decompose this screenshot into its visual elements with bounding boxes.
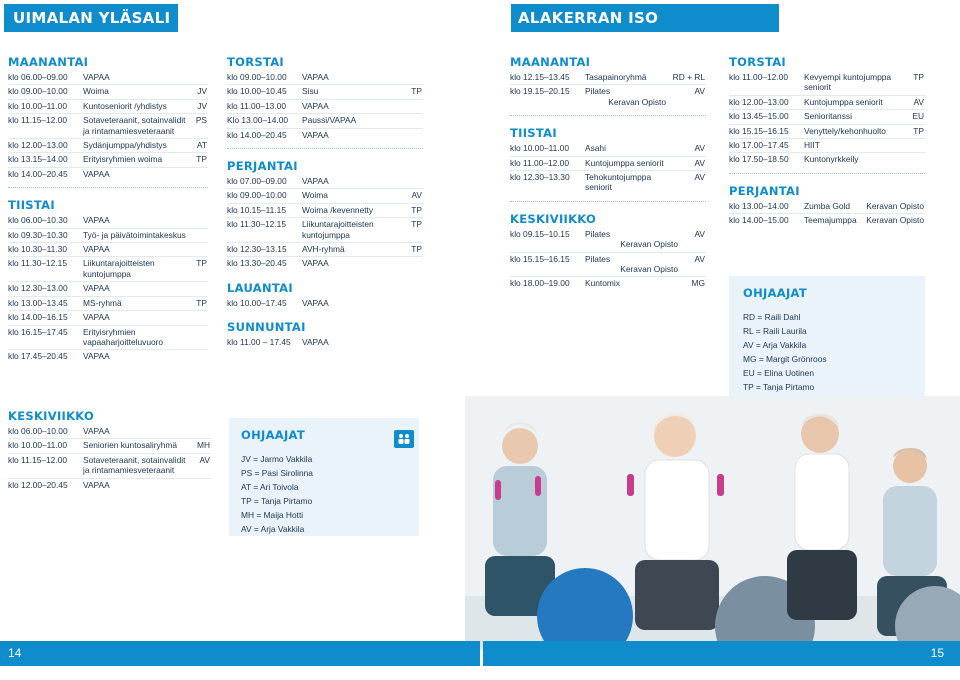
- instructor-entry: AV = Arja Vakkila: [241, 524, 305, 534]
- activity-cell: Kuntonyrkkeily: [804, 154, 859, 165]
- col4: [729, 55, 925, 228]
- time-cell: klo 11.15–12.00: [8, 115, 67, 126]
- schedule-row: [227, 114, 423, 128]
- day-saturday-upper: [227, 281, 423, 310]
- instructor-entry: TP = Tanja Pirtamo: [241, 496, 313, 506]
- schedule-row: [227, 297, 423, 310]
- instructor-code: [189, 426, 211, 436]
- activity-cell: VAPAA: [83, 312, 110, 323]
- schedule-row: [8, 439, 211, 453]
- activity-cell: VAPAA: [302, 258, 329, 269]
- time-cell: klo 11.30–12.15: [227, 219, 286, 230]
- activity-cell: HIIT: [804, 140, 820, 151]
- day-heading: SUNNUNTAI: [227, 320, 306, 335]
- time-cell: klo 13.00–13.45: [8, 297, 68, 308]
- instructor-entry: PS = Pasi Sirolinna: [241, 468, 313, 478]
- right-instructors-box: [729, 276, 925, 396]
- time-cell: klo 07.00–09.00: [227, 176, 287, 187]
- activity-cell: Kevyempi kuntojumppa seniorit: [804, 72, 892, 93]
- instructor-code: [401, 176, 423, 186]
- schedule-row: [227, 204, 423, 218]
- instructor-code: TP: [196, 154, 207, 165]
- time-cell: klo 13.15–14.00: [8, 154, 68, 165]
- instructor-code: AV: [913, 96, 924, 107]
- instructor-code: [188, 169, 208, 179]
- time-cell: klo 10.00–11.00: [8, 440, 67, 451]
- instructor-code: TP: [196, 297, 207, 308]
- schedule-row: [510, 157, 706, 171]
- day-heading: LAUANTAI: [227, 280, 293, 295]
- schedule-row: [8, 326, 208, 351]
- activity-cell: VAPAA: [302, 72, 329, 82]
- activity-cell: Tehokuntojumppa seniorit: [585, 172, 652, 193]
- day-heading: TIISTAI: [8, 198, 55, 213]
- instructor-entry: EU = Elina Uotinen: [743, 368, 814, 378]
- schedule-row: [8, 139, 208, 153]
- instructor-code: [401, 115, 423, 125]
- instructor-code: [401, 72, 423, 82]
- instructor-code: PS: [195, 115, 207, 126]
- instructor-entry: RD = Raili Dahl: [743, 312, 801, 322]
- day-heading: KESKIVIIKKO: [8, 409, 95, 423]
- schedule-row: [729, 125, 925, 139]
- schedule-row: [729, 110, 925, 124]
- activity-cell: Woima /kevennetty: [302, 204, 374, 215]
- instructor-entry: MH = Maija Hotti: [241, 510, 304, 520]
- instructor-code: JV: [197, 86, 207, 97]
- instructor-code: [188, 244, 208, 254]
- instructor-entry: MG = Margit Grönroos: [743, 354, 827, 364]
- instructor-code: TP: [196, 258, 207, 269]
- time-cell: klo 17.00–17.45: [729, 140, 789, 151]
- instructor-code: [188, 215, 208, 225]
- schedule-row: [227, 175, 423, 189]
- day-friday-lower: [729, 184, 925, 228]
- instructor-code: [903, 140, 925, 150]
- instructor-entry: AV = Arja Vakkila: [743, 340, 807, 350]
- divider: [8, 187, 208, 188]
- instructor-code: [401, 258, 423, 268]
- time-cell: klo 12.30–13.00: [8, 283, 68, 294]
- instructor-entry: AT = Ari Toivola: [241, 482, 299, 492]
- schedule-row: [227, 129, 423, 142]
- time-cell: klo 11.30–12.15: [8, 258, 67, 269]
- time-cell: klo 17.45–20.45: [8, 351, 68, 362]
- instructor-code: TP: [913, 72, 924, 82]
- activity-cell: VAPAA: [83, 72, 110, 82]
- schedule-row: [729, 200, 925, 214]
- activity-cell: Kuntomix: [585, 278, 620, 289]
- time-cell: klo 10.00–11.00: [8, 100, 67, 111]
- schedule-row: [227, 218, 423, 243]
- time-cell: klo 12.00–20.45: [8, 479, 68, 490]
- schedule-row: [8, 282, 208, 296]
- time-cell: klo 14.00–15.00: [729, 215, 789, 226]
- activity-organizer: Keravan Opisto: [620, 264, 678, 275]
- time-cell: klo 10.15–11.15: [227, 204, 286, 215]
- instructor-code: TP: [411, 204, 422, 215]
- schedule-row: [510, 142, 706, 156]
- time-cell: klo 09.30–10.30: [8, 229, 68, 240]
- instructor-code: [188, 327, 208, 348]
- schedule-row: [8, 168, 208, 181]
- schedule-row: [729, 214, 925, 227]
- time-cell: klo 12.30–13.15: [227, 244, 287, 255]
- instructor-code: TP: [411, 86, 422, 97]
- schedule-row: [8, 479, 211, 492]
- schedule-row: [510, 277, 706, 290]
- instructor-code: AV: [694, 157, 705, 168]
- time-cell: klo 09.00–10.00: [227, 72, 287, 82]
- instructor-code: AV: [411, 190, 422, 201]
- time-cell: klo 17.50–18.50: [729, 154, 789, 165]
- instructor-code: Keravan Opisto: [866, 215, 924, 226]
- schedule-row: [227, 257, 423, 270]
- time-cell: klo 15.15–16.15: [510, 253, 570, 264]
- instructor-entry: JV = Jarmo Vakkila: [241, 454, 313, 464]
- schedule-row: [8, 297, 208, 311]
- activity-cell: Pilates Keravan Opisto: [585, 86, 666, 107]
- instructor-code: TP: [411, 244, 422, 255]
- instructor-code: [401, 298, 423, 308]
- schedule-row: [729, 96, 925, 110]
- instructor-code: AV: [694, 86, 705, 97]
- instructor-code: [188, 72, 208, 82]
- col3: [510, 55, 706, 291]
- instructor-code: Keravan Opisto: [866, 200, 924, 211]
- activity-cell: Woima: [302, 190, 328, 201]
- activity-cell: VAPAA: [302, 337, 329, 348]
- activity-cell: Woima: [83, 86, 109, 97]
- instructor-code: AV: [694, 143, 705, 154]
- schedule-row: [8, 425, 211, 439]
- instructor-code: TP: [913, 125, 924, 136]
- activity-cell: Sotaveteraanit, sotainvalidit ja rintamamiesveteraanit: [83, 115, 186, 136]
- instructor-code: JV: [197, 100, 207, 111]
- activity-cell: VAPAA: [302, 100, 329, 111]
- day-monday-upper: [8, 55, 208, 181]
- time-cell: klo 10.00–11.00: [510, 143, 569, 154]
- instructor-code: [903, 154, 925, 164]
- schedule-row: [8, 243, 208, 257]
- activity-cell: Erityisryhmien vapaaharjoitteluvuoro: [83, 326, 164, 347]
- time-cell: klo 10.00–10.45: [227, 86, 287, 97]
- activity-cell: Paussi/VAPAA: [302, 115, 357, 126]
- instructor-code: AV: [694, 228, 705, 239]
- instructor-code: [401, 101, 423, 111]
- day-wednesday-lower: [510, 212, 706, 291]
- activity-cell: Liikuntarajoitteisten kuntojumppa: [302, 219, 374, 240]
- day-heading: PERJANTAI: [729, 183, 800, 198]
- day-heading: KESKIVIIKKO: [510, 211, 597, 226]
- activity-cell: Pilates Keravan Opisto: [585, 253, 678, 275]
- activity-cell: VAPAA: [302, 129, 329, 140]
- left-instructors-title: OHJAAJAT: [241, 428, 306, 442]
- time-cell: klo 13.30–20.45: [227, 258, 287, 269]
- day-heading: TORSTAI: [227, 55, 284, 69]
- col2: [227, 55, 423, 350]
- time-cell: klo 06.00–09.00: [8, 72, 68, 82]
- day-friday-upper: [227, 159, 423, 271]
- instructor-code: AV: [199, 454, 210, 465]
- time-cell: klo 12.00–13.00: [8, 140, 68, 151]
- activity-cell: Sisu: [302, 86, 319, 97]
- instructor-code: [188, 312, 208, 322]
- time-cell: klo 09.00–10.00: [8, 86, 68, 97]
- time-cell: Klo 13.00–14.00: [227, 115, 289, 126]
- time-cell: klo 15.15–16.15: [729, 125, 789, 136]
- activity-cell: VAPAA: [83, 479, 110, 490]
- schedule-row: [8, 454, 211, 479]
- time-cell: klo 10.30–11.30: [8, 244, 67, 255]
- schedule-row: [8, 100, 208, 114]
- activity-cell: Teemajumppa: [804, 215, 857, 226]
- instructor-code: MH: [196, 440, 210, 451]
- schedule-row: [8, 85, 208, 99]
- instructor-entry: TP = Tanja Pirtamo: [743, 382, 815, 392]
- time-cell: klo 13.00–14.00: [729, 200, 789, 211]
- left-banner: UIMALAN YLÄSALI: [4, 4, 178, 32]
- activity-cell: Liikuntarajoitteisten kuntojumppa: [83, 258, 155, 279]
- schedule-row: [8, 257, 208, 282]
- activity-cell: Sotaveteraanit, sotainvalidit ja rintamamiesveteraanit: [83, 454, 186, 476]
- activity-cell: Kuntoseniorit /yhdistys: [83, 100, 167, 111]
- activity-cell: Seniorien kuntosaliryhmä: [83, 440, 178, 451]
- day-heading: PERJANTAI: [227, 159, 298, 174]
- day-tuesday-upper: [8, 198, 208, 363]
- day-sunday-upper: [227, 320, 423, 349]
- schedule-row: [510, 171, 706, 195]
- activity-cell: Asahi: [585, 143, 606, 154]
- time-cell: klo 12.30–13.30: [510, 172, 570, 183]
- time-cell: klo 11.00–12.00: [510, 157, 569, 168]
- day-monday-lower: [510, 55, 706, 109]
- instructor-code: [189, 480, 211, 490]
- activity-cell: Senioritanssi: [804, 111, 852, 122]
- page-number-right: 15: [930, 646, 944, 660]
- day-thursday-lower: [729, 55, 925, 167]
- activity-cell: Venyttely/kehonhuolto: [804, 125, 886, 136]
- activity-cell: Kuntojumppa seniorit: [585, 157, 664, 168]
- schedule-row: [227, 243, 423, 257]
- activity-cell: Zumba Gold: [804, 200, 851, 211]
- day-wednesday-upper: [8, 409, 211, 492]
- left-instructors-list: [241, 452, 407, 536]
- schedule-row: [8, 153, 208, 167]
- schedule-row: [227, 85, 423, 99]
- right-banner: ALAKERRAN ISO LIIKUNTASALI: [511, 4, 779, 32]
- instructor-code: [188, 283, 208, 293]
- schedule-row: [8, 214, 208, 228]
- activity-cell: VAPAA: [83, 168, 110, 179]
- instructor-code: EU: [912, 111, 924, 122]
- time-cell: klo 12.15–13.45: [510, 72, 570, 82]
- schedule-row: [8, 71, 208, 85]
- activity-cell: Pilates Keravan Opisto: [585, 228, 678, 250]
- activity-organizer: Keravan Opisto: [608, 96, 666, 107]
- day-tuesday-lower: [510, 126, 706, 195]
- schedule-row: [729, 139, 925, 153]
- right-instructors-list: [743, 310, 911, 394]
- time-cell: klo 14.00–20.45: [8, 168, 68, 179]
- page-number-left: 14: [8, 646, 22, 660]
- divider: [227, 148, 423, 149]
- divider: [510, 115, 706, 116]
- instructor-code: AV: [694, 253, 705, 264]
- instructor-code: MG: [691, 278, 705, 289]
- instructor-entry: RL = Raili Laurila: [743, 326, 807, 336]
- activity-cell: AVH-ryhmä: [302, 244, 345, 255]
- col1-bottom: [8, 409, 211, 492]
- schedule-row: [729, 153, 925, 166]
- day-heading: MAANANTAI: [8, 55, 89, 69]
- schedule-row: [8, 114, 208, 139]
- schedule-row: [510, 228, 706, 253]
- instructor-code: TP: [411, 219, 422, 230]
- instructor-code: AT: [196, 140, 207, 151]
- divider: [729, 173, 925, 174]
- instructor-code: [401, 130, 423, 140]
- schedule-row: [510, 71, 706, 85]
- instructor-code: [188, 351, 208, 361]
- time-cell: klo 11.00–12.00: [729, 72, 788, 82]
- day-thursday-upper: [227, 55, 423, 142]
- instructor-code: AV: [694, 172, 705, 183]
- schedule-row: [510, 253, 706, 278]
- instructor-code: RD + RL: [672, 72, 705, 82]
- schedule-row: [227, 189, 423, 203]
- instructor-code: [188, 230, 208, 240]
- time-cell: klo 13.45–15.00: [729, 111, 789, 122]
- time-cell: klo 16.15–17.45: [8, 326, 68, 337]
- divider: [510, 201, 706, 202]
- group-icon: [394, 430, 414, 448]
- time-cell: klo 12.00–13.00: [729, 96, 789, 107]
- activity-cell: VAPAA: [83, 244, 110, 255]
- activity-cell: Erityisryhmien woima: [83, 154, 163, 165]
- time-cell: klo 11.00–13.00: [227, 100, 286, 111]
- col1-top: [8, 55, 208, 364]
- time-cell: klo 10.00–17.45: [227, 297, 287, 308]
- left-instructors-box: [229, 418, 419, 536]
- time-cell: klo 06.00–10.00: [8, 426, 68, 436]
- activity-cell: VAPAA: [83, 426, 110, 436]
- schedule-row: [510, 85, 706, 109]
- schedule-row: [227, 100, 423, 114]
- activity-cell: MS-ryhmä: [83, 297, 122, 308]
- activity-organizer: Keravan Opisto: [620, 239, 678, 250]
- activity-cell: Kuntojumppa seniorit: [804, 96, 883, 107]
- schedule-row: [8, 350, 208, 363]
- time-cell: klo 14.00–16.15: [8, 312, 68, 323]
- schedule-row: [8, 311, 208, 325]
- time-cell: klo 06.00–10.30: [8, 215, 68, 226]
- activity-cell: Työ- ja päivätoimintakeskus: [83, 229, 186, 240]
- time-cell: klo 09.00–10.00: [227, 190, 287, 201]
- schedule-row: [8, 229, 208, 243]
- schedule-row: [227, 71, 423, 85]
- activity-cell: VAPAA: [302, 176, 329, 187]
- schedule-row: [729, 71, 925, 96]
- activity-cell: Sydänjumppa/yhdistys: [83, 140, 167, 151]
- time-cell: klo 19.15–20.15: [510, 86, 570, 97]
- time-cell: klo 14.00–20.45: [227, 129, 287, 140]
- activity-cell: VAPAA: [83, 283, 110, 294]
- activity-cell: VAPAA: [83, 215, 110, 226]
- time-cell: klo 18.00–19.00: [510, 278, 570, 289]
- time-cell: klo 11.00 – 17.45: [227, 337, 291, 348]
- instructor-code: [401, 337, 423, 347]
- right-instructors-title: OHJAAJAT: [743, 286, 808, 300]
- activity-cell: VAPAA: [302, 297, 329, 308]
- time-cell: klo 09.15–10.15: [510, 228, 570, 239]
- day-heading: TIISTAI: [510, 126, 557, 141]
- day-heading: MAANANTAI: [510, 55, 591, 69]
- footer-right: [483, 641, 960, 666]
- day-heading: TORSTAI: [729, 55, 786, 69]
- activity-cell: Tasapainoryhmä: [585, 72, 647, 82]
- footer-left: [0, 641, 480, 666]
- schedule-row: [227, 336, 423, 349]
- activity-cell: VAPAA: [83, 351, 110, 362]
- seniors-exercise-photo: [465, 396, 960, 650]
- time-cell: klo 11.15–12.00: [8, 454, 67, 465]
